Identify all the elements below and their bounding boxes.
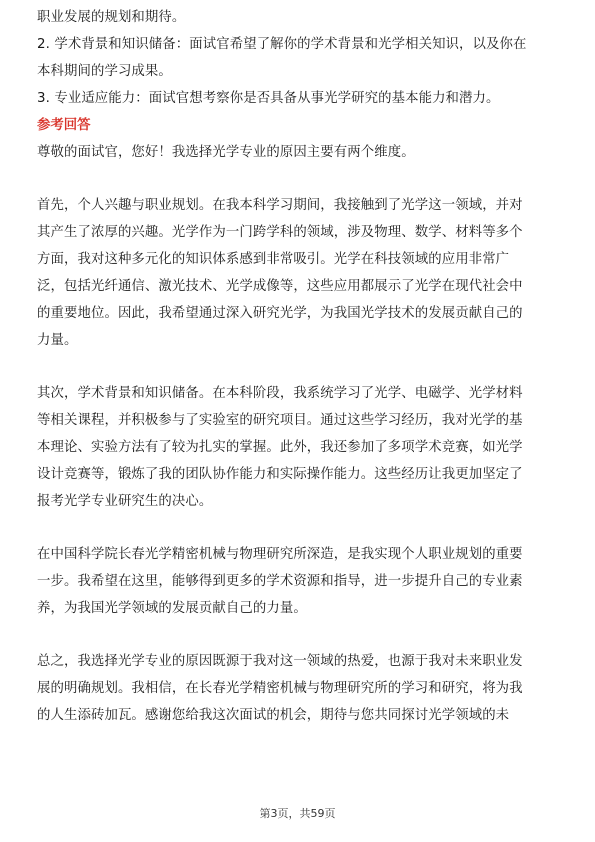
paragraph-line: 报考光学专业研究生的决心。 (37, 494, 213, 509)
intent-line: 2. 学术背景和知识储备：面试官希望了解你的学术背景和光学相关知识，以及你在 (37, 37, 527, 52)
paragraph-line: 方面，我对这种多元化的知识体系感到非常吸引。光学在科技领域的应用非常广 (37, 252, 510, 267)
paragraph-gap (37, 354, 559, 380)
paragraph-line: 在中国科学院长春光学精密机械与物理研究所深造，是我实现个人职业规划的重要 (37, 547, 523, 562)
paragraph-gap (37, 622, 559, 648)
paragraph-line: 展的明确规划。我相信，在长春光学精密机械与物理研究所的学习和研究，将为我 (37, 681, 523, 696)
paragraph-line: 一步。我希望在这里，能够得到更多的学术资源和指导，进一步提升自己的专业素 (37, 574, 523, 589)
paragraph-interest (37, 192, 559, 354)
answer-heading: 参考回答 (37, 118, 91, 133)
paragraph-line: 总之，我选择光学专业的原因既源于我对这一领域的热爱，也源于我对未来职业发 (37, 654, 523, 669)
intent-line: 本科期间的学习成果。 (37, 64, 172, 79)
question-intent-list (37, 4, 559, 112)
paragraph-line: 其产生了浓厚的兴趣。光学作为一门跨学科的领域，涉及物理、数学、材料等多个 (37, 225, 523, 240)
paragraph-line: 首先，个人兴趣与职业规划。在我本科学习期间，我接触到了光学这一领域，并对 (37, 198, 523, 213)
intent-line: 3. 专业适应能力：面试官想考察你是否具备从事光学研究的基本能力和潜力。 (37, 91, 500, 106)
paragraph-line: 等相关课程，并积极参与了实验室的研究项目。通过这些学习经历，我对光学的基 (37, 413, 523, 428)
paragraph-background (37, 380, 559, 515)
paragraph-line: 其次，学术背景和知识储备。在本科阶段，我系统学习了光学、电磁学、光学材料 (37, 386, 523, 401)
answer-greeting: 尊敬的面试官，您好！我选择光学专业的原因主要有两个维度。 (37, 145, 415, 160)
paragraph-line: 泛，包括光纤通信、激光技术、光学成像等，这些应用都展示了光学在现代社会中 (37, 279, 523, 294)
paragraph-line: 的人生添砖加瓦。感谢您给我这次面试的机会，期待与您共同探讨光学领域的未 (37, 708, 510, 723)
page-number-footer: 第3页，共59页 (259, 807, 336, 820)
paragraph-institute (37, 541, 559, 622)
paragraph-conclusion (37, 648, 559, 729)
paragraph-line: 本理论、实验方法有了较为扎实的掌握。此外，我还参加了多项学术竞赛，如光学 (37, 440, 523, 455)
intent-line: 职业发展的规划和期待。 (37, 10, 186, 25)
paragraph-gap (37, 515, 559, 541)
paragraph-line: 的重要地位。因此，我希望通过深入研究光学，为我国光学技术的发展贡献自己的 (37, 306, 523, 321)
paragraph-line: 力量。 (37, 333, 78, 348)
paragraph-line: 设计竞赛等，锻炼了我的团队协作能力和实际操作能力。这些经历让我更加坚定了 (37, 467, 523, 482)
page-content (37, 4, 559, 729)
paragraph-gap (37, 166, 559, 192)
paragraph-line: 养，为我国光学领域的发展贡献自己的力量。 (37, 601, 307, 616)
